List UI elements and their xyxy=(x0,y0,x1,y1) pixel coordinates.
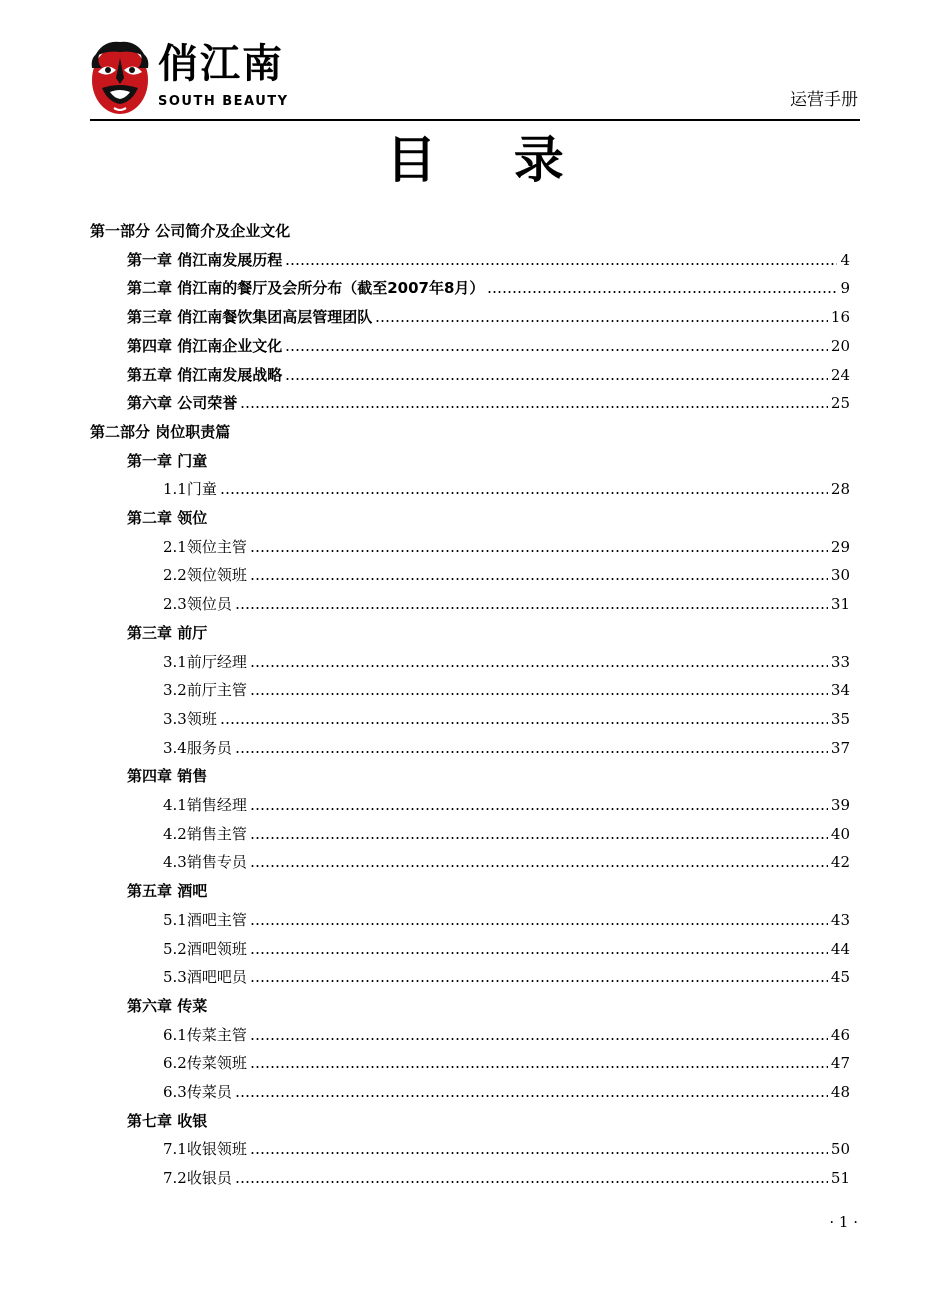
toc-entry-label: 1.1门童 xyxy=(163,480,217,499)
toc-entry-page-number: 30 xyxy=(830,566,850,585)
dot-leader xyxy=(250,693,828,695)
toc-entry-label: 5.1酒吧主管 xyxy=(163,910,247,929)
toc-entry-page-number: 20 xyxy=(830,336,850,355)
toc-entry-label: 2.1领位主管 xyxy=(163,537,247,556)
page-header xyxy=(0,0,950,125)
toc-chapter-entry[interactable] xyxy=(127,448,850,474)
manual-title: 运营手册 xyxy=(790,90,858,110)
toc-entry-page-number: 42 xyxy=(830,853,850,872)
toc-entry-page-number: 25 xyxy=(830,394,850,413)
toc-section-entry[interactable] xyxy=(163,1079,850,1105)
dot-leader xyxy=(220,492,828,494)
toc-section-entry[interactable] xyxy=(163,649,850,675)
toc-entry-page-number: 34 xyxy=(830,681,850,700)
toc-chapter-entry[interactable] xyxy=(127,620,850,646)
toc-entry-page-number: 40 xyxy=(830,824,850,843)
dot-leader xyxy=(240,406,828,408)
toc-entry-label: 第三章 俏江南餐饮集团高层管理团队 xyxy=(127,308,373,327)
toc-entry-page-number: 43 xyxy=(830,910,850,929)
toc-section-entry[interactable] xyxy=(163,476,850,502)
toc-entry-page-number: 31 xyxy=(830,595,850,614)
header-divider xyxy=(90,119,860,121)
toc-entry-page-number: 33 xyxy=(830,652,850,671)
toc-section-entry[interactable] xyxy=(163,792,850,818)
toc-section-entry[interactable] xyxy=(163,706,850,732)
toc-entry-page-number: 48 xyxy=(830,1083,850,1101)
toc-entry-page-number: 45 xyxy=(830,968,850,987)
toc-entry-label: 第六章 传菜 xyxy=(127,996,208,1015)
toc-entry-label: 第四章 俏江南企业文化 xyxy=(127,336,283,355)
dot-leader xyxy=(285,263,837,265)
toc-chapter-entry[interactable] xyxy=(127,993,850,1019)
dot-leader xyxy=(285,378,828,380)
toc-entry-label: 第二部分 岗位职责篇 xyxy=(90,422,231,441)
toc-section-entry[interactable] xyxy=(163,534,850,560)
toc-entry-label: 3.4服务员 xyxy=(163,738,232,757)
toc-chapter-entry[interactable] xyxy=(127,1108,850,1134)
dot-leader xyxy=(487,291,837,293)
toc-chapter-entry[interactable] xyxy=(127,763,850,789)
toc-section-entry[interactable] xyxy=(163,849,850,875)
toc-entry-label: 4.3销售专员 xyxy=(163,853,247,872)
toc-entry-page-number: 9 xyxy=(840,279,850,298)
dot-leader xyxy=(250,923,828,925)
toc-chapter-entry[interactable] xyxy=(127,878,850,904)
toc-entry-label: 5.2酒吧领班 xyxy=(163,939,247,958)
dot-leader xyxy=(250,1038,828,1040)
opera-mask-icon xyxy=(88,38,152,116)
dot-leader xyxy=(250,578,828,580)
toc-entry-label: 7.1收银领班 xyxy=(163,1140,247,1159)
toc-entry-label: 2.2领位领班 xyxy=(163,566,247,585)
toc-entry-page-number: 51 xyxy=(830,1169,850,1188)
brand-name-chinese: 俏江南 xyxy=(158,41,284,87)
toc-entry-label: 5.3酒吧吧员 xyxy=(163,968,247,987)
dot-leader xyxy=(285,349,828,351)
toc-entry-label: 7.2收银员 xyxy=(163,1169,232,1188)
toc-section-entry[interactable] xyxy=(163,936,850,962)
dot-leader xyxy=(250,1066,828,1068)
toc-entry-label: 第一章 门童 xyxy=(127,451,208,470)
toc-heading: 目 录 xyxy=(386,130,594,189)
toc-section-entry[interactable] xyxy=(163,1050,850,1076)
toc-section-entry[interactable] xyxy=(163,1165,850,1191)
toc-chapter-entry[interactable] xyxy=(127,275,850,301)
dot-leader xyxy=(250,865,828,867)
dot-leader xyxy=(250,808,828,810)
toc-entry-page-number: 16 xyxy=(830,308,850,327)
toc-entry-label: 第四章 销售 xyxy=(127,767,208,786)
dot-leader xyxy=(250,980,828,982)
toc-entry-label: 第三章 前厅 xyxy=(127,623,208,642)
toc-entry-label: 2.3领位员 xyxy=(163,595,232,614)
toc-entry-label: 第六章 公司荣誉 xyxy=(127,394,238,413)
toc-entry-page-number: 37 xyxy=(830,738,850,757)
toc-entry-label: 第七章 收银 xyxy=(127,1111,208,1130)
toc-entry-label: 6.1传菜主管 xyxy=(163,1025,247,1044)
toc-entry-label: 第五章 俏江南发展战略 xyxy=(127,365,283,384)
toc-section-entry[interactable] xyxy=(163,964,850,990)
toc-section-entry[interactable] xyxy=(163,735,850,761)
dot-leader xyxy=(250,952,828,954)
brand-logo xyxy=(88,38,289,118)
brand-name-english: SOUTH BEAUTY xyxy=(158,94,289,109)
dot-leader xyxy=(220,722,828,724)
toc-section-entry[interactable] xyxy=(163,821,850,847)
toc-entry-label: 第五章 酒吧 xyxy=(127,882,208,901)
toc-entry-page-number: 44 xyxy=(830,939,850,958)
toc-entry-label: 3.2前厅主管 xyxy=(163,681,247,700)
toc-entry-label: 第二章 俏江南的餐厅及会所分布（截至2007年8月） xyxy=(127,279,485,298)
dot-leader xyxy=(235,1095,828,1097)
toc-entry-label: 3.3领班 xyxy=(163,709,217,728)
toc-entry-label: 第一部分 公司简介及企业文化 xyxy=(90,222,291,240)
toc-entry-label: 4.2销售主管 xyxy=(163,824,247,843)
toc-entry-label: 第一章 俏江南发展历程 xyxy=(127,250,283,269)
toc-part-entry[interactable] xyxy=(90,218,510,244)
dot-leader xyxy=(250,1152,828,1154)
toc-entry-page-number: 50 xyxy=(830,1140,850,1159)
toc-part-entry[interactable] xyxy=(90,419,510,445)
toc-section-entry[interactable] xyxy=(163,591,850,617)
toc-entry-label: 4.1销售经理 xyxy=(163,796,247,814)
toc-chapter-entry[interactable] xyxy=(127,333,850,359)
toc-entry-label: 3.1前厅经理 xyxy=(163,652,247,671)
page-number: · 1 · xyxy=(829,1213,858,1231)
dot-leader xyxy=(250,550,828,552)
toc-chapter-entry[interactable] xyxy=(127,362,850,388)
toc-entry-page-number: 47 xyxy=(830,1054,850,1073)
toc-chapter-entry[interactable] xyxy=(127,505,850,531)
toc-section-entry[interactable] xyxy=(163,562,850,588)
toc-chapter-entry[interactable] xyxy=(127,304,850,330)
toc-entry-page-number: 24 xyxy=(830,365,850,384)
dot-leader xyxy=(375,320,828,322)
toc-section-entry[interactable] xyxy=(163,907,850,933)
toc-section-entry[interactable] xyxy=(163,1136,850,1162)
toc-entry-page-number: 35 xyxy=(830,709,850,728)
toc-entry-page-number: 46 xyxy=(830,1025,850,1044)
toc-entry-label: 第二章 领位 xyxy=(127,509,208,527)
toc-entry-label: 6.3传菜员 xyxy=(163,1083,232,1101)
dot-leader xyxy=(250,837,828,839)
dot-leader xyxy=(250,665,828,667)
toc-entry-page-number: 4 xyxy=(840,250,850,269)
toc-entry-page-number: 29 xyxy=(830,537,850,556)
toc-entry-label: 6.2传菜领班 xyxy=(163,1054,247,1073)
toc-entry-page-number: 28 xyxy=(830,480,850,499)
dot-leader xyxy=(235,751,828,753)
dot-leader xyxy=(235,607,828,609)
toc-section-entry[interactable] xyxy=(163,677,850,703)
toc-section-entry[interactable] xyxy=(163,1022,850,1048)
toc-chapter-entry[interactable] xyxy=(127,390,850,416)
toc-entry-page-number: 39 xyxy=(830,796,850,814)
toc-chapter-entry[interactable] xyxy=(127,247,850,273)
dot-leader xyxy=(235,1181,828,1183)
